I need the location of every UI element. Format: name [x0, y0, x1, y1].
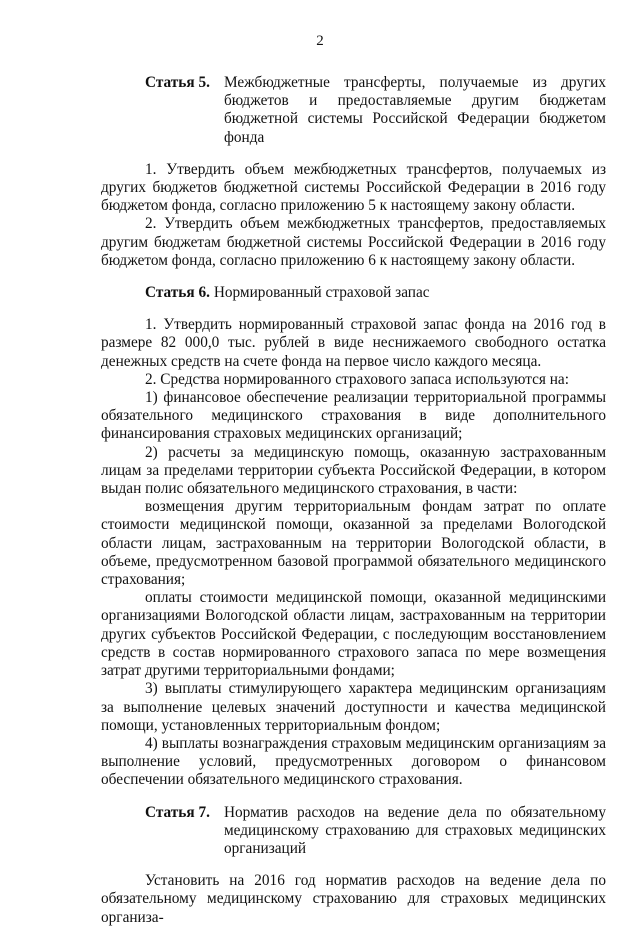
paragraph: возмещения другим территориальным фондам затрат по оплате стоимости медицинской помощи, оказанной за пределами Вологодской области лицам, застрахованным на территории Вологодской области, в объеме, предусмотренном базовой программой обязательного медицинского страхования;	[101, 498, 606, 589]
paragraph: оплаты стоимости медицинской помощи, оказанной медицинскими организациями Вологодской области лицам, застрахованным на территории других субъектов Российской Федерации, с последующим восстановлением средств в состав нормированного страхового запаса по мере возмещения затрат другими территориальными фондами;	[101, 589, 606, 680]
paragraph: 2) расчеты за медицинскую помощь, оказанную застрахованным лицам за пределами территории субъекта Российской Федерации, в котором выдан полис обязательного медицинского страхования, в части:	[101, 443, 606, 498]
article-title: Нормированный страховой запас	[213, 284, 430, 302]
article-label: Статья 7.	[145, 803, 210, 821]
article-title: Норматив расходов на ведение дела по обязательному медицинскому страхованию для страховых медицинских организаций	[223, 803, 606, 857]
paragraph: 4) выплаты вознаграждения страховым медицинским организациям за выполнение условий, предусмотренных договором о финансовом обеспечении обязательного медицинского страхования.	[101, 734, 606, 789]
article-5-heading	[101, 74, 606, 147]
paragraph: Установить на 2016 год норматив расходов на ведение дела по обязательному медицинскому страхованию для страховых медицинских организа-	[101, 872, 606, 926]
article-label: Статья 5.	[145, 74, 210, 91]
page-number: 2	[316, 33, 324, 49]
article-label: Статья 6.	[145, 284, 210, 302]
article-title: Межбюджетные трансферты, получаемые из других бюджетов и предоставляемые другим бюджетам бюджетной системы Российской Федерации бюджетом фонда	[223, 74, 606, 146]
paragraph: 3) выплаты стимулирующего характера медицинским организациям за выполнение целевых значений доступности и качества медицинской помощи, установленных территориальным фондом;	[101, 680, 606, 734]
paragraph: 1. Утвердить нормированный страховой запас фонда на 2016 год в размере 82 000,0 тыс. рублей в виде неснижаемого свободного остатка денежных средств на счете фонда на первое число каждого месяца.	[101, 316, 606, 370]
paragraph: 1) финансовое обеспечение реализации территориальной программы обязательного медицинского страхования в виде дополнительного финансирования страховых медицинских организаций;	[101, 389, 606, 443]
article-6-heading	[145, 284, 606, 302]
paragraph: 1. Утвердить объем межбюджетных трансфертов, получаемых из других бюджетов бюджетной системы Российской Федерации в 2016 году бюджетом фонда, согласно приложению 5 к настоящему закону области.	[101, 160, 606, 215]
paragraph: 2. Средства нормированного страхового запаса используются на:	[145, 370, 569, 388]
document-body	[101, 74, 606, 927]
paragraph: 2. Утвердить объем межбюджетных трансфертов, предоставляемых другим бюджетам бюджетной системы Российской Федерации в 2016 году бюджетом фонда, согласно приложению 6 к настоящему закону области.	[101, 215, 606, 269]
article-7-heading	[101, 804, 606, 859]
